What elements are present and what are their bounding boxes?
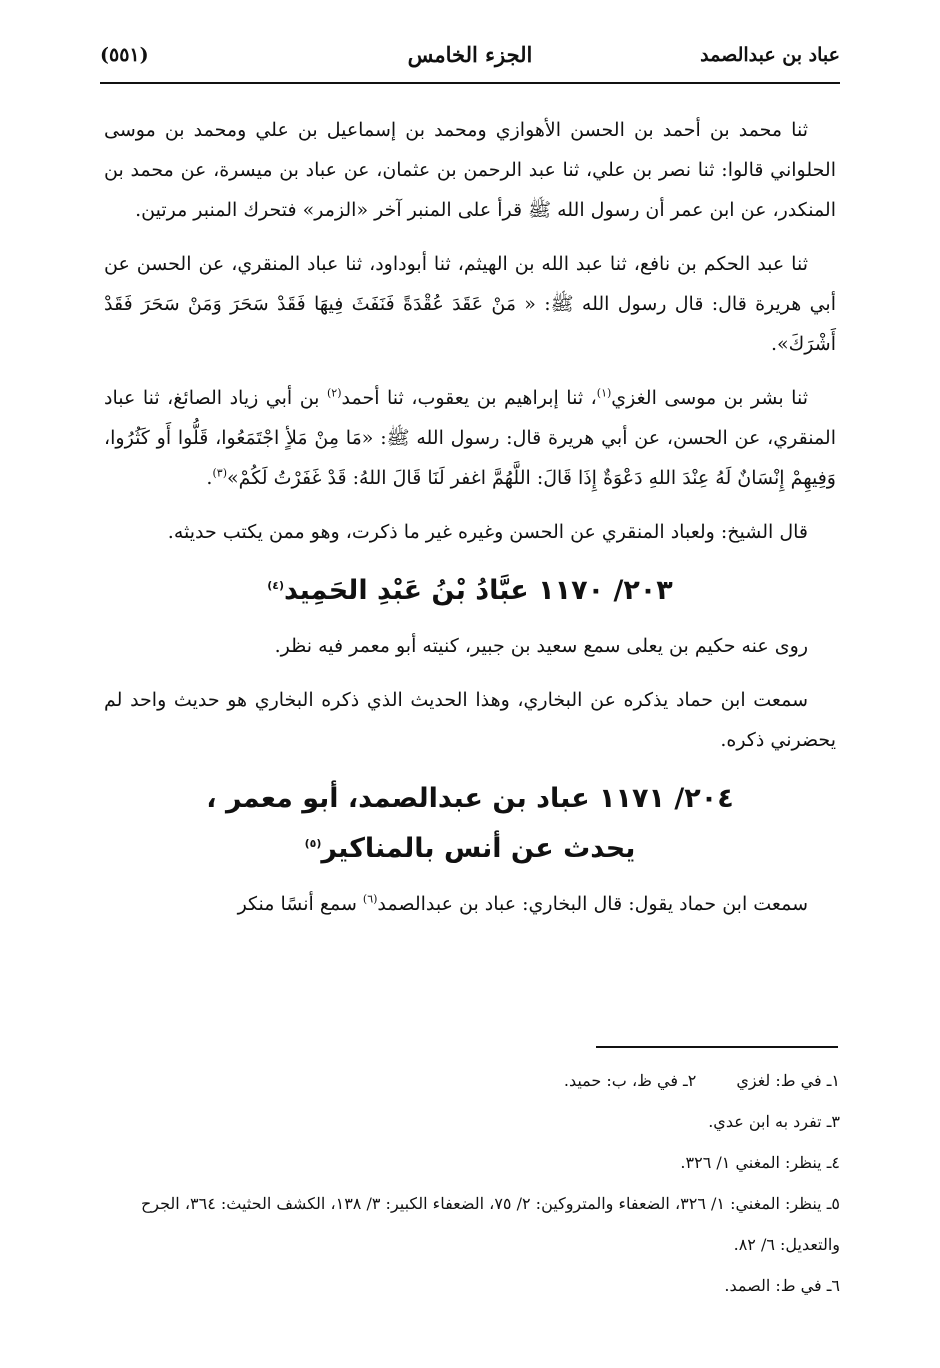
entry-heading: [104, 774, 836, 874]
entry-heading: [104, 566, 836, 616]
paragraph: ثنا عبد الحكم بن نافع، ثنا عبد الله بن الهيثم، ثنا أبوداود، ثنا عباد المنقري، عن الحسن عن أبي هريرة قال: قال رسول الله ﷺ: « مَنْ عَقَدَ عُقْدَةً فَنَفَثَ فِيهَا فَقَدْ سَحَرَ وَمَنْ سَحَرَ فَقَدْ أَشْرَكَ».: [104, 253, 836, 355]
entry-heading-line: [104, 824, 836, 874]
footnote: ٣ـ تفرد به ابن عدي.: [708, 1112, 840, 1131]
footnote: ٤ـ ينظر: المغني ١/ ٣٢٦.: [680, 1153, 840, 1172]
entry-heading-text: ٢٠٣/ ١١٧٠ عبَّادُ بْنُ عَبْدِ الحَمِيد: [284, 575, 673, 606]
footnote-ref: (١): [596, 386, 612, 400]
footnote-ref: (٤): [267, 579, 284, 592]
paragraph: روى عنه حكيم بن يعلى سمع سعيد بن جبير، كنيته أبو معمر فيه نظر.: [274, 635, 808, 657]
paragraph: [104, 884, 836, 924]
paragraph-text: .: [206, 467, 213, 489]
entry-heading-text: يحدث عن أنس بالمناكير: [321, 833, 636, 864]
header-entry-title: عباد بن عبدالصمد: [700, 44, 840, 66]
paragraph-text: بن أبي زياد الصائغ، ثنا عباد المنقري، عن الحسن، عن أبي هريرة قال: رسول الله ﷺ: «مَا مِنْ مَلأٍ اجْتَمَعُوا، قَلُّوا أَو كَثُرُوا، وَفِيهِمْ إِنْسَانٌ لَهُ عِنْدَ اللهِ دَعْوَةٌ إِذَا قَالَ: اللَّهُمَّ اغفر لَنَا قَالَ اللهُ: قَدْ غَفَرْتُ لَكُمْ»: [104, 387, 836, 489]
paragraph-text: ثنا بشر بن موسى الغزي: [611, 387, 808, 409]
footnote: ٥ـ ينظر: المغني: ١/ ٣٢٦، الضعفاء والمتروكين: ٢/ ٧٥، الضعفاء الكبير: ٣/ ١٣٨، الكشف الحثيث: ٣٦٤، الجرح والتعديل: ٦/ ٨٢.: [140, 1194, 840, 1254]
paragraph: ثنا محمد بن أحمد بن الحسن الأهوازي ومحمد بن إسماعيل بن علي ومحمد بن موسى الحلواني قالوا: ثنا نصر بن علي، ثنا عبد الرحمن بن عثمان، عن عباد بن ميسرة، عن محمد بن المنكدر، عن ابن عمر أن رسول الله ﷺ قرأ على المنبر آخر «الزمر» فتحرك المنبر مرتين.: [104, 119, 836, 221]
paragraph: سمعت ابن حماد يذكره عن البخاري، وهذا الحديث الذي ذكره البخاري هو حديث واحد لم يحضرني ذكره.: [104, 689, 836, 751]
paragraph-text: ، ثنا إبراهيم بن يعقوب، ثنا أحمد: [341, 387, 597, 409]
paragraph-text: سمعت ابن حماد يقول: قال البخاري: عباد بن عبدالصمد: [377, 893, 808, 915]
header-volume-title: الجزء الخامس: [407, 42, 533, 67]
footnote-divider: [596, 1046, 838, 1048]
paragraph: [104, 378, 836, 498]
paragraph-text: سمع أنسًا منكر: [237, 893, 363, 915]
footnote-ref: (٦): [362, 892, 378, 906]
footnote-ref: (٥): [304, 837, 322, 850]
footnote: [104, 1060, 840, 1101]
footnote-ref: (٣): [212, 466, 227, 480]
main-text: [104, 110, 836, 938]
entry-heading-line: ٢٠٤/ ١١٧١ عباد بن عبدالصمد، أبو معمر ،: [206, 783, 734, 814]
running-header: [100, 40, 840, 84]
footnote-text: ١ـ في ط: لغزي: [736, 1071, 840, 1090]
footnote: ٦ـ في ط: الصمد.: [724, 1276, 840, 1295]
footnotes: [104, 1060, 840, 1306]
paragraph: قال الشيخ: ولعباد المنقري عن الحسن وغيره غير ما ذكرت، وهو ممن يكتب حديثه.: [167, 521, 808, 543]
footnote-text: ٢ـ في ظ، ب: حميد.: [563, 1071, 697, 1090]
page-number: (٥٥١): [100, 44, 149, 66]
footnote-ref: (٢): [327, 386, 342, 400]
